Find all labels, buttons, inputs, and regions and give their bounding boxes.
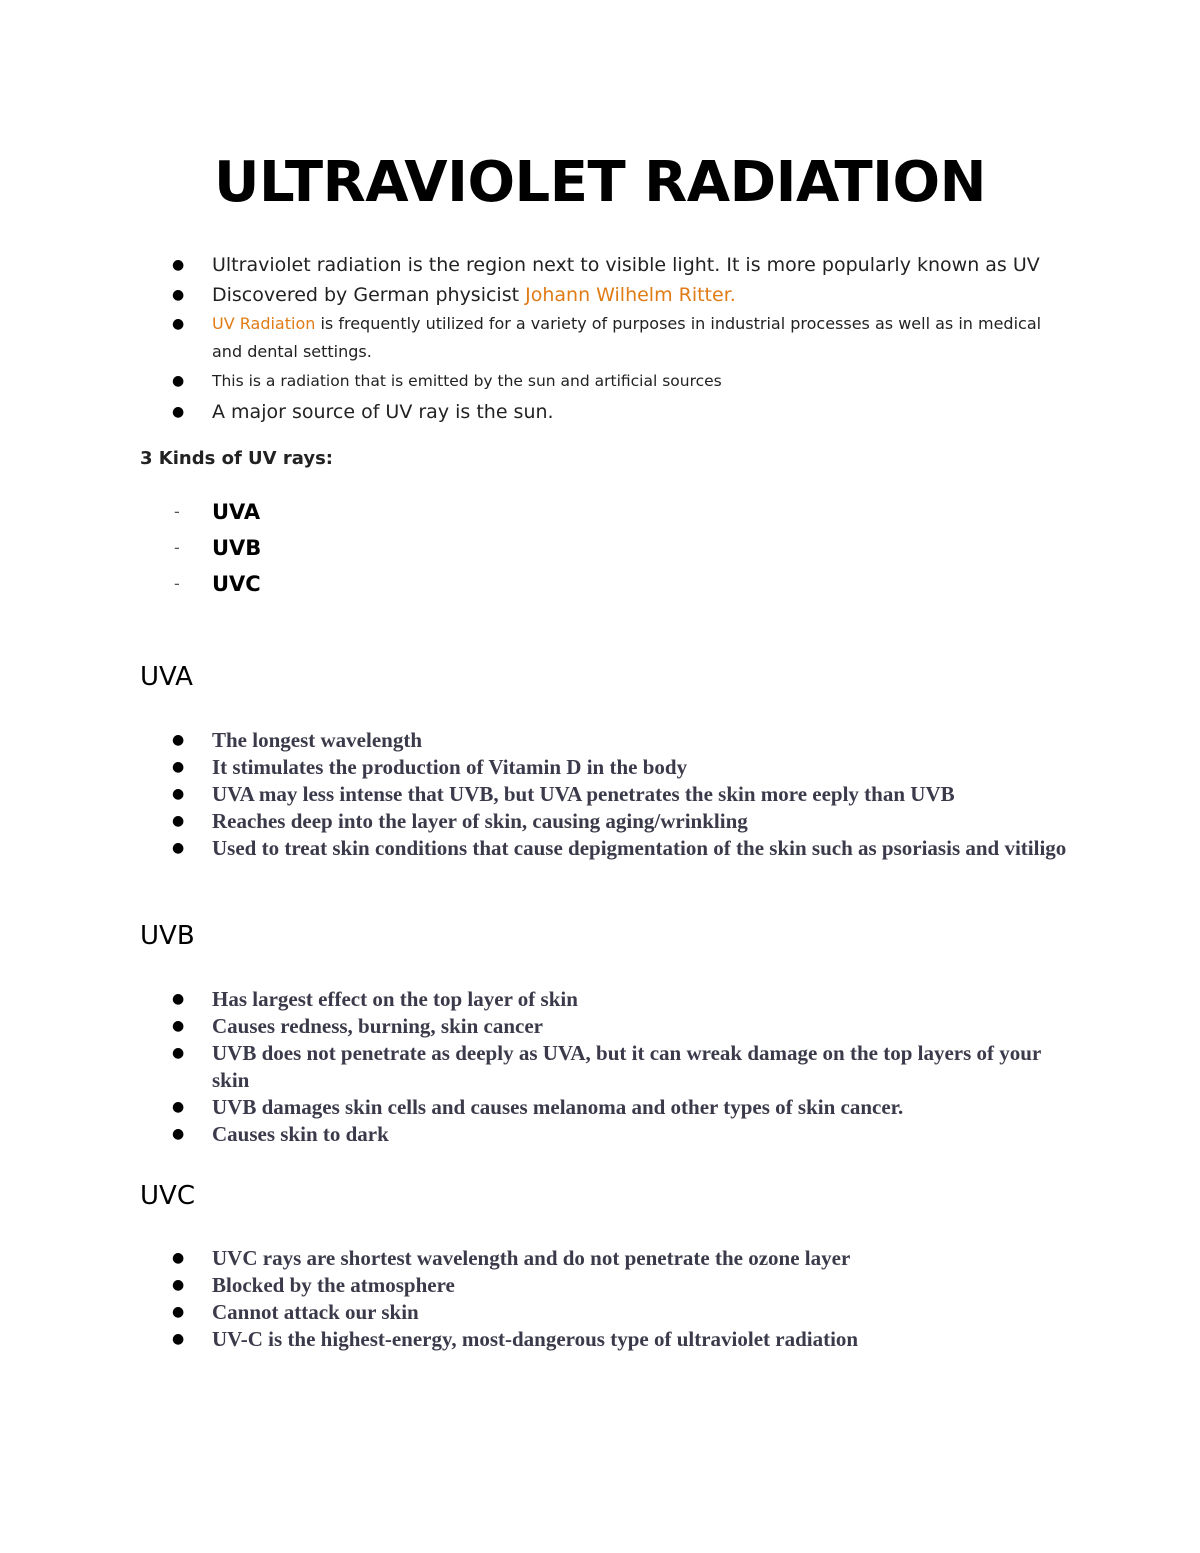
bullet-icon: ● [172,1126,185,1142]
list-item-text: UVB damages skin cells and causes melanoma and other types of skin cancer. [212,1095,904,1119]
list-item [172,310,1072,366]
list-item [172,1121,1072,1148]
bullet-icon: ● [172,1250,185,1266]
list-item [172,280,1072,310]
list-item-text: Reaches deep into the layer of skin, causing aging/wrinkling [212,809,748,833]
list-item-text: This is a radiation that is emitted by the sun and artificial sources [212,372,722,390]
list-item-text: UVA may less intense that UVB, but UVA penetrates the skin more eeply than UVB [212,782,955,806]
list-item-text: UVB does not penetrate as deeply as UVA, but it can wreak damage on the top layers of your skin [212,1041,1041,1092]
list-item-text: The longest wavelength [212,728,422,752]
list-item [172,1094,1072,1121]
list-item-text: UVC rays are shortest wavelength and do not penetrate the ozone layer [212,1246,851,1270]
list-item-text: is frequently utilized for a variety of purposes in industrial processes as well as in medical and dental settings. [212,314,1042,361]
bullet-icon: ● [172,1018,185,1034]
list-item [172,1040,1072,1094]
bullet-icon: ● [172,373,185,389]
dash-icon: - [174,574,180,593]
list-item-text: UVC [212,572,261,596]
bullet-icon: ● [172,316,185,332]
list-item [172,754,1072,781]
uvc-list [172,1245,1072,1353]
list-item [172,566,261,602]
bullet-icon: ● [172,786,185,802]
list-item-text: Blocked by the atmosphere [212,1273,455,1297]
list-item [172,494,261,530]
list-item [172,396,1072,428]
bullet-icon: ● [172,257,185,273]
list-item [172,1245,1072,1272]
uva-heading: UVA [140,662,193,692]
list-item [172,808,1072,835]
list-item [172,366,1072,396]
bullet-icon: ● [172,813,185,829]
uva-list [172,727,1072,862]
list-item-text: Ultraviolet radiation is the region next to visible light. It is more popularly known as UV [212,254,1040,276]
list-item-text: Causes redness, burning, skin cancer [212,1014,543,1038]
bullet-icon: ● [172,840,185,856]
list-item-text: Used to treat skin conditions that cause depigmentation of the skin such as psoriasis and vitiligo [212,836,1067,860]
bullet-icon: ● [172,991,185,1007]
list-item [172,781,1072,808]
bullet-icon: ● [172,287,185,303]
bullet-icon: ● [172,1304,185,1320]
bullet-icon: ● [172,759,185,775]
list-item [172,1299,1072,1326]
document-title: ULTRAVIOLET RADIATION [214,150,986,215]
dash-icon: - [174,502,180,521]
list-item [172,530,261,566]
list-item [172,250,1072,280]
list-item-text: UVA [212,500,261,524]
bullet-icon: ● [172,1331,185,1347]
list-item-text: It stimulates the production of Vitamin D in the body [212,755,688,779]
uvc-heading: UVC [140,1181,195,1211]
list-item [172,727,1072,754]
physicist-name: Johann Wilhelm Ritter. [525,284,736,306]
list-item-text: A major source of UV ray is the sun. [212,401,554,423]
bullet-icon: ● [172,404,185,420]
list-item-text: UV-C is the highest-energy, most-dangerous type of ultraviolet radiation [212,1327,859,1351]
intro-list [172,250,1072,428]
bullet-icon: ● [172,732,185,748]
uvb-list [172,986,1072,1148]
kinds-list [172,494,261,602]
dash-icon: - [174,538,180,557]
list-item [172,1013,1072,1040]
list-item-text: Causes skin to dark [212,1122,389,1146]
kinds-heading: 3 Kinds of UV rays: [140,448,333,469]
list-item [172,835,1072,862]
bullet-icon: ● [172,1099,185,1115]
list-item [172,1326,1072,1353]
uv-radiation-highlight: UV Radiation [212,314,316,333]
bullet-icon: ● [172,1045,185,1061]
list-item [172,1272,1072,1299]
list-item-text: Has largest effect on the top layer of skin [212,987,578,1011]
list-item-text: UVB [212,536,262,560]
list-item-text: Discovered by German physicist [212,284,526,306]
uvb-heading: UVB [140,921,195,951]
list-item-text: Cannot attack our skin [212,1300,419,1324]
list-item [172,986,1072,1013]
bullet-icon: ● [172,1277,185,1293]
